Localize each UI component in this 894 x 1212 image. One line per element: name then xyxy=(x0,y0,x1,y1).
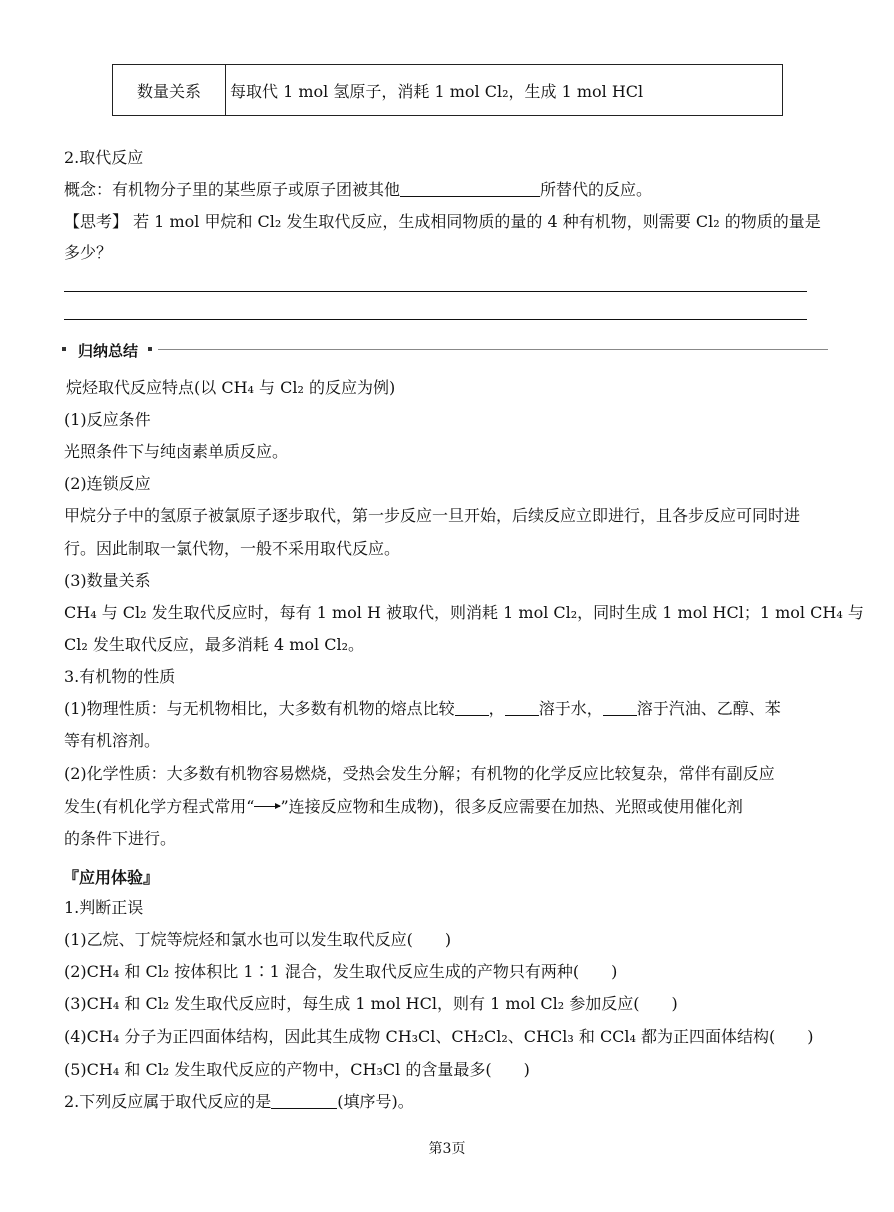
judgement-item-1[interactable]: (1)乙烷、丁烷等烷烃和氯水也可以发生取代反应( ) xyxy=(64,930,452,949)
reaction-arrow-icon xyxy=(254,806,280,807)
question-2-line xyxy=(64,1092,414,1112)
judgement-item-3[interactable]: (3)CH₄ 和 Cl₂ 发生取代反应时，每生成 1 mol HCl，则有 1 mol Cl₂ 参加反应( ) xyxy=(64,994,678,1013)
property-text-d: 溶于汽油、乙醇、苯 xyxy=(636,699,781,718)
table-value-cell: 每取代 1 mol 氢原子，消耗 1 mol Cl₂，生成 1 mol HCl xyxy=(226,65,783,116)
judgement-item-2[interactable]: (2)CH₄ 和 Cl₂ 按体积比 1∶1 混合，发生取代反应生成的产物只有两种( ) xyxy=(64,962,618,981)
property-text-e: 发生(有机化学方程式常用“ xyxy=(64,797,255,816)
question-2-text-b: (填序号)。 xyxy=(337,1092,414,1111)
think-line: 【思考】 若 1 mol 甲烷和 Cl₂ 发生取代反应，生成相同物质的量的 4 种有机物，则需要 Cl₂ 的物质的量是 xyxy=(64,212,821,231)
summary-header xyxy=(60,340,828,360)
property-text-c: 溶于水， xyxy=(538,699,603,718)
summary-line-7: (3)数量关系 xyxy=(64,571,151,590)
summary-line-1: 烷烃取代反应特点(以 CH₄ 与 Cl₂ 的反应为例) xyxy=(66,378,396,397)
application-header: 『应用体验』 xyxy=(63,868,160,887)
property-line-5: 的条件下进行。 xyxy=(64,829,177,848)
property-line-4 xyxy=(64,797,743,817)
summary-line-4: (2)连锁反应 xyxy=(64,474,151,493)
property-text-b: ， xyxy=(488,699,505,718)
organic-solubility-blank[interactable] xyxy=(603,699,637,716)
square-bullet-icon xyxy=(148,347,152,351)
section-2-title: 2.取代反应 xyxy=(64,148,144,167)
summary-line-9: Cl₂ 发生取代反应，最多消耗 4 mol Cl₂。 xyxy=(64,635,364,654)
concept-text-a: 概念：有机物分子里的某些原子或原子团被其他 xyxy=(64,180,401,199)
summary-line-8: CH₄ 与 Cl₂ 发生取代反应时，每有 1 mol H 被取代，则消耗 1 mol Cl₂，同时生成 1 mol HCl；1 mol CH₄ 与 xyxy=(64,603,864,622)
answer-rule-2[interactable] xyxy=(64,319,807,320)
summary-line-5: 甲烷分子中的氢原子被氯原子逐步取代，第一步反应一旦开始，后续反应立即进行，且各步反应可同时进 xyxy=(64,506,801,525)
concept-text-b: 所替代的反应。 xyxy=(540,180,653,199)
property-text-f: ”连接反应物和生成物)，很多反应需要在加热、光照或使用催化剂 xyxy=(280,797,743,816)
page-number: 第3页 xyxy=(428,1141,466,1157)
quantity-relation-table xyxy=(112,64,783,116)
property-line-3: (2)化学性质：大多数有机物容易燃烧，受热会发生分解；有机物的化学反应比较复杂，常伴有副反应 xyxy=(64,764,775,783)
judgement-item-5[interactable]: (5)CH₄ 和 Cl₂ 发生取代反应的产物中，CH₃Cl 的含量最多( ) xyxy=(64,1060,530,1079)
summary-title: 归纳总结 xyxy=(78,342,139,360)
summary-line-2: (1)反应条件 xyxy=(64,410,151,429)
section-3-title: 3.有机物的性质 xyxy=(64,667,176,686)
square-bullet-icon xyxy=(62,347,66,351)
melting-point-blank[interactable] xyxy=(455,699,489,716)
property-text-a: (1)物理性质：与无机物相比，大多数有机物的熔点比较 xyxy=(64,699,455,718)
question-1-title: 1.判断正误 xyxy=(64,898,144,917)
water-solubility-blank[interactable] xyxy=(505,699,539,716)
question-2-blank[interactable] xyxy=(271,1092,337,1109)
property-line-1 xyxy=(64,699,781,719)
think-line-2: 多少？ xyxy=(64,243,113,262)
concept-line xyxy=(64,180,652,200)
summary-line-3: 光照条件下与纯卤素单质反应。 xyxy=(64,442,289,461)
summary-line-6: 行。因此制取一氯代物，一般不采用取代反应。 xyxy=(64,539,401,558)
judgement-item-4[interactable]: (4)CH₄ 分子为正四面体结构，因此其生成物 CH₃Cl、CH₂Cl₂、CHCl₃ 和 CCl₄ 都为正四面体结构( ) xyxy=(64,1027,814,1046)
property-line-2: 等有机溶剂。 xyxy=(64,731,161,750)
question-2-text-a: 2.下列反应属于取代反应的是 xyxy=(64,1092,272,1111)
answer-rule-1[interactable] xyxy=(64,291,807,292)
table-key-cell: 数量关系 xyxy=(113,65,226,116)
concept-blank[interactable] xyxy=(400,180,540,197)
summary-divider xyxy=(158,349,828,350)
